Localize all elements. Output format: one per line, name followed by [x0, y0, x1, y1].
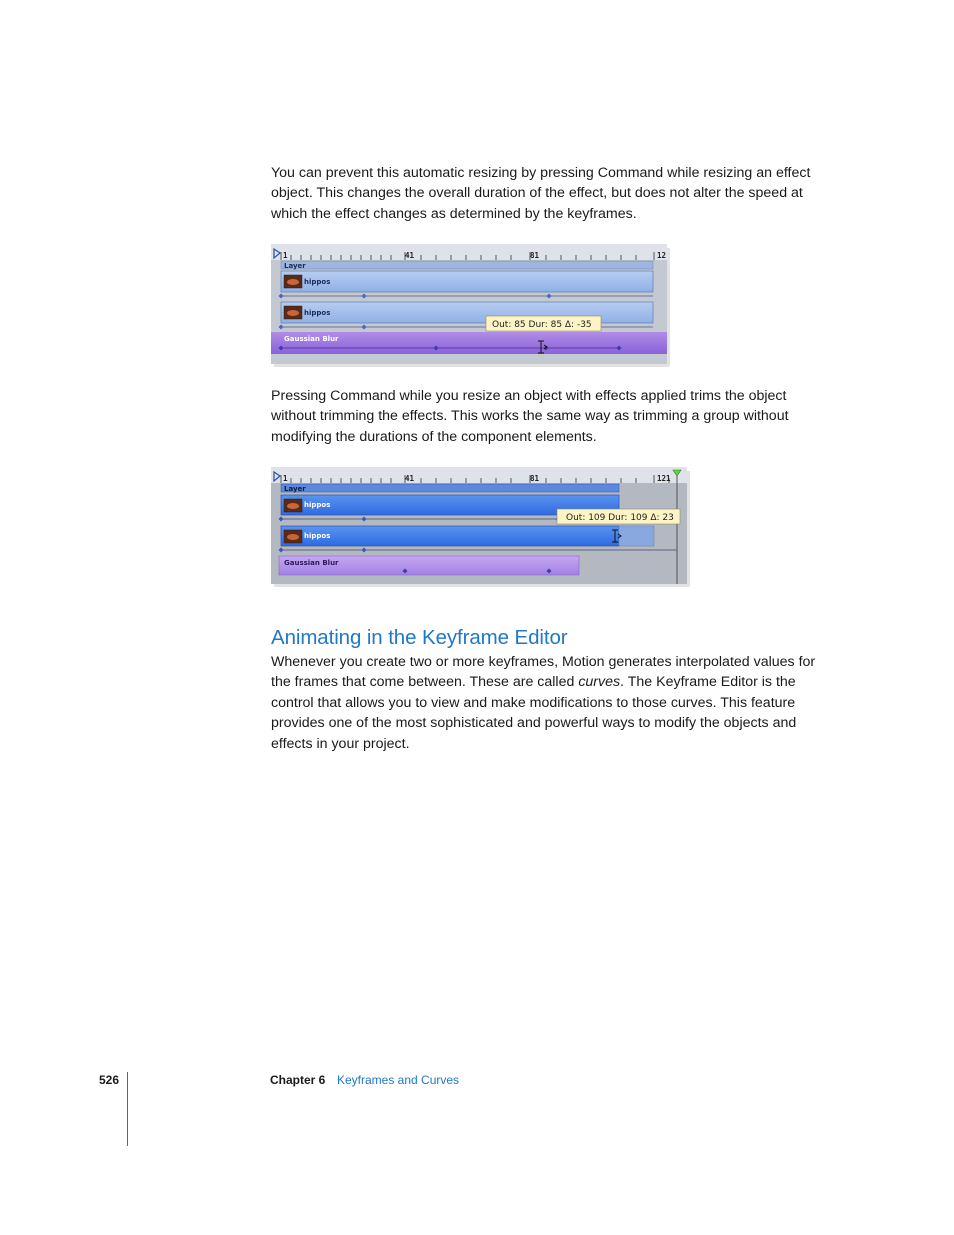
ruler-label-1: 1 [283, 251, 288, 260]
footer-chapter: Chapter 6 [270, 1073, 326, 1087]
section-heading: Animating in the Keyframe Editor [271, 626, 568, 649]
paragraph-auto-resizing: You can prevent this automatic resizing by pressing Command while resizing an effect object. This changes the overall duration of the effect, but does not alter the speed at which the effect changes as determined by the keyframes. [271, 165, 811, 222]
time-ruler [271, 244, 667, 260]
ruler-label-81: 81 [530, 474, 540, 483]
ruler-label-41: 41 [405, 474, 415, 483]
hippos-track-2-label: hippos [304, 532, 331, 540]
ruler-label-41: 41 [405, 251, 415, 260]
hippos-thumbnail-2-image [287, 534, 299, 540]
ruler-label-121: 121 [657, 474, 671, 483]
layer-group-bar[interactable] [281, 261, 653, 269]
layer-group-bar[interactable] [281, 484, 619, 492]
footer-chapter-title: Keyframes and Curves [337, 1073, 460, 1087]
gaussian-blur-label: Gaussian Blur [284, 559, 339, 567]
hippos-thumbnail-2-image [287, 310, 299, 316]
duration-tooltip-text: Out: 109 Dur: 109 Δ: 23 [566, 513, 674, 523]
timeline-screenshot-1 [271, 244, 671, 368]
layer-group-label: Layer [284, 485, 306, 493]
gaussian-blur-label: Gaussian Blur [284, 335, 339, 343]
paragraph-trim-effects: Pressing Command while you resize an object with effects applied trims the object without trimming the effects. This works the same way as trimming a group without modifying the durations of the component elements. [271, 388, 789, 445]
hippos-track-1-label: hippos [304, 501, 331, 509]
hippos-track-2[interactable] [281, 526, 619, 546]
term-curves: curves [578, 674, 621, 691]
time-ruler [271, 467, 687, 483]
ruler-label-12: 12 [657, 251, 667, 260]
hippos-thumbnail-1-image [287, 503, 299, 509]
hippos-track-2-extension [619, 526, 654, 546]
hippos-track-2-label: hippos [304, 309, 331, 317]
hippos-track-1[interactable] [281, 271, 653, 292]
duration-tooltip-text: Out: 85 Dur: 85 Δ: -35 [492, 320, 592, 330]
footer-divider [127, 1072, 128, 1146]
paragraph-text-start: Whenever you create two or more keyframes, Motion generates interpolated values for the frames that come between. These are called [271, 654, 816, 691]
paragraph-text-end: . The Keyframe Editor is the control that allows you to view and make modifications to those curves. This feature provides one of the most sophisticated and powerful ways to modify the objects and effects in your project. [271, 674, 797, 752]
page-number: 526 [99, 1073, 120, 1087]
paragraph-keyframe-editor [271, 652, 827, 754]
layer-group-label: Layer [284, 262, 306, 270]
hippos-track-1-label: hippos [304, 278, 331, 286]
timeline-screenshot-2 [271, 467, 691, 589]
ruler-label-1: 1 [283, 474, 288, 483]
hippos-thumbnail-1-image [287, 279, 299, 285]
ruler-label-81: 81 [530, 251, 540, 260]
